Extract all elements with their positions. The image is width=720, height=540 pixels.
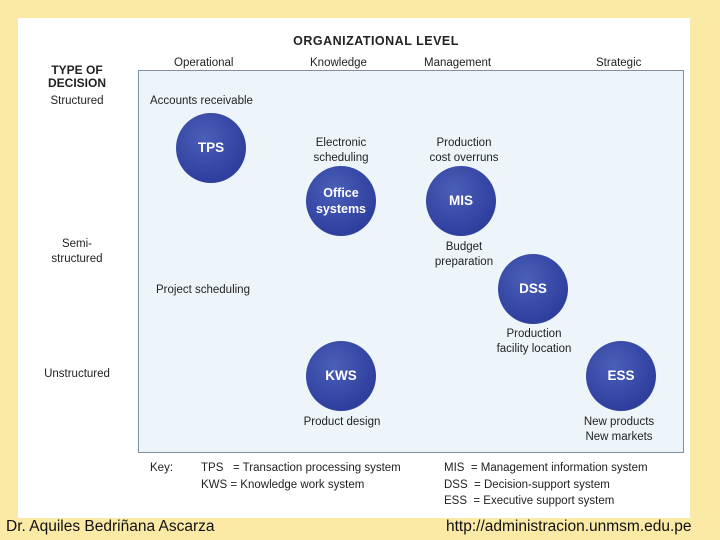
row-semi-structured: Semi- structured bbox=[51, 238, 103, 265]
note-production-cost-overruns: Production cost overruns bbox=[429, 137, 499, 164]
column-strategic: Strategic bbox=[596, 57, 642, 69]
note-new-products-markets: New products New markets bbox=[583, 416, 655, 443]
key-kws: KWS = Knowledge work system bbox=[201, 479, 365, 491]
diagram-title: ORGANIZATIONAL LEVEL bbox=[293, 34, 459, 48]
note-product-design: Product design bbox=[303, 416, 381, 428]
tps-circle: TPS bbox=[176, 113, 246, 183]
row-structured: Structured bbox=[50, 95, 104, 107]
kws-circle: KWS bbox=[306, 341, 376, 411]
dss-circle: DSS bbox=[498, 254, 568, 324]
office-systems-circle: Office systems bbox=[306, 166, 376, 236]
note-project-scheduling: Project scheduling bbox=[156, 284, 250, 296]
note-accounts-receivable: Accounts receivable bbox=[150, 95, 253, 107]
note-production-facility-location: Production facility location bbox=[496, 328, 572, 355]
column-operational: Operational bbox=[174, 57, 234, 69]
note-budget-preparation: Budget preparation bbox=[434, 241, 494, 268]
key-ess: ESS = Executive support system bbox=[444, 495, 615, 507]
slide bbox=[18, 18, 690, 518]
key-tps: TPS = Transaction processing system bbox=[201, 462, 401, 474]
ess-circle: ESS bbox=[586, 341, 656, 411]
footer-url: http://administracion.unmsm.edu.pe bbox=[446, 518, 692, 535]
column-management: Management bbox=[424, 57, 492, 69]
column-knowledge: Knowledge bbox=[310, 57, 367, 69]
footer-author: Dr. Aquiles Bedriñana Ascarza bbox=[6, 518, 215, 535]
note-electronic-scheduling: Electronic scheduling bbox=[313, 137, 369, 164]
type-of-decision-header: TYPE OF DECISION bbox=[47, 63, 106, 90]
key-dss: DSS = Decision-support system bbox=[444, 479, 610, 491]
key-mis: MIS = Management information system bbox=[444, 462, 648, 474]
key-label: Key: bbox=[150, 462, 174, 474]
row-unstructured: Unstructured bbox=[44, 368, 110, 380]
mis-circle: MIS bbox=[426, 166, 496, 236]
